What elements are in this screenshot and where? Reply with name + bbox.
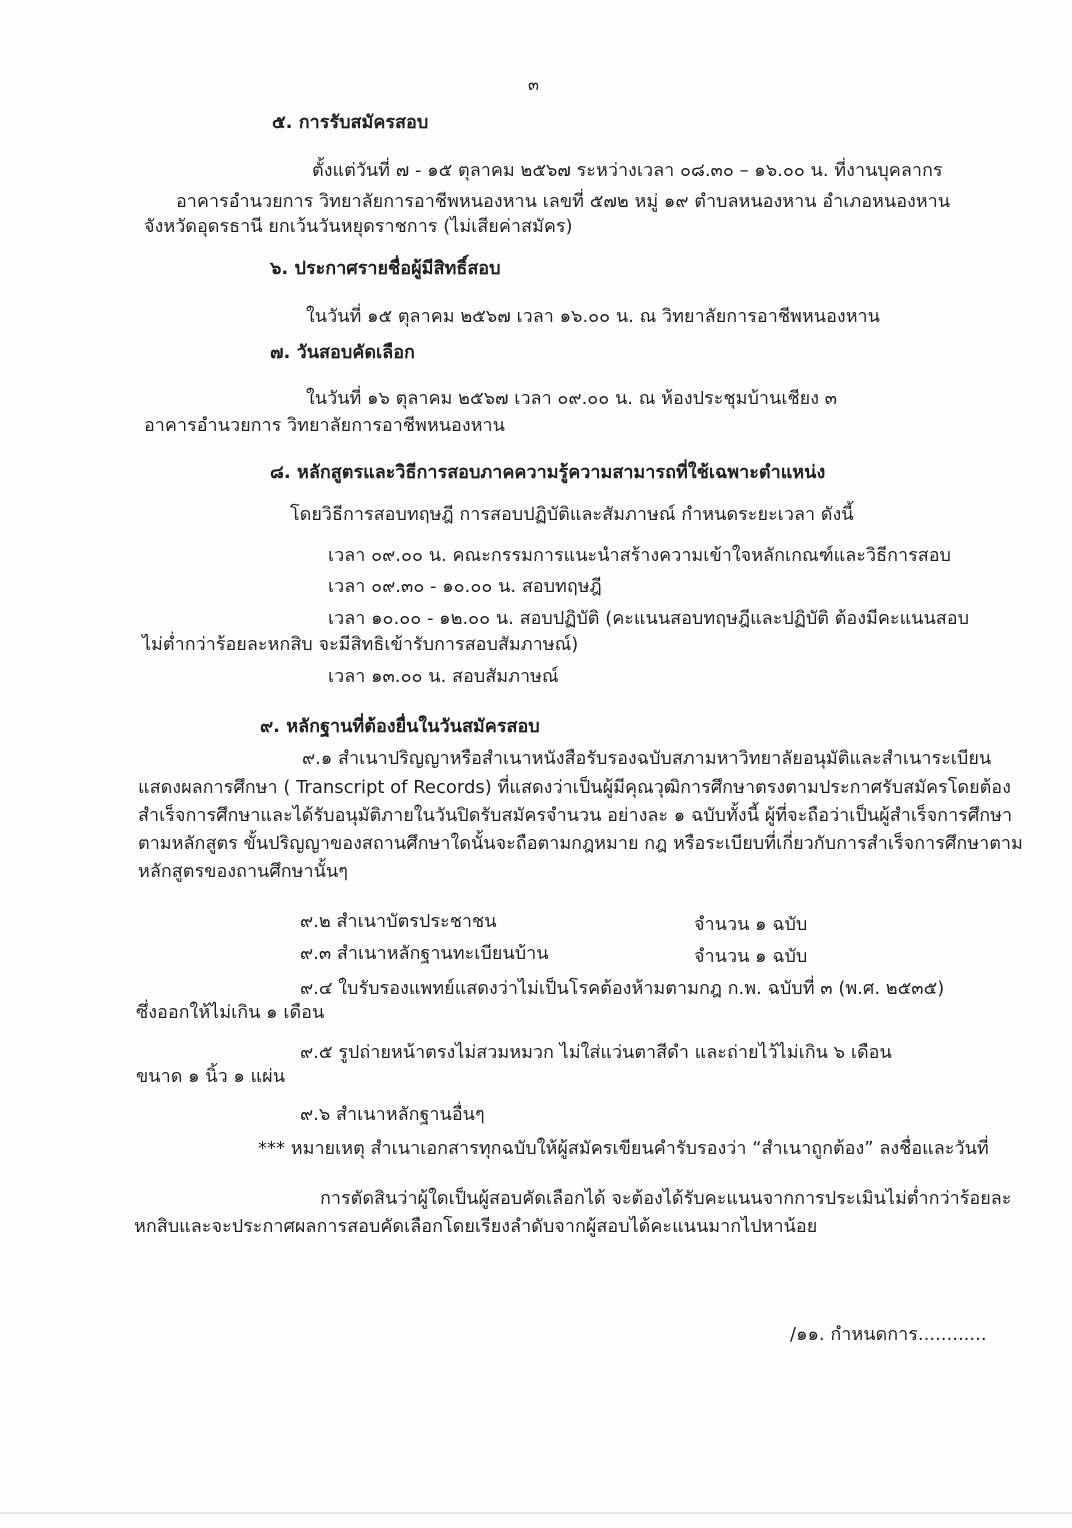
item-9-3-quantity: จำนวน ๑ ฉบับ [694, 946, 808, 967]
decision-line-1: การตัดสินว่าผู้ใดเป็นผู้สอบคัดเลือกได้ จะต้องได้รับคะแนนจากการประเมินไม่ต่ำกว่าร้อยละ [320, 1188, 1012, 1209]
item-9-1-line-1: ๙.๑ สำเนาปริญญาหรือสำเนาหนังสือรับรองฉบับสภามหาวิทยาลัยอนุมัติและสำเนาระเบียน [302, 748, 992, 769]
schedule-line-2: เวลา ๐๙.๓๐ - ๑๐.๐๐ น. สอบทฤษฎี [328, 576, 602, 597]
continuation-text: /๑๑. กำหนดการ............ [790, 1324, 987, 1345]
section-9-heading: ๙. หลักฐานที่ต้องยื่นในวันสมัครสอบ [260, 716, 540, 737]
note-line: *** หมายเหตุ สำเนาเอกสารทุกฉบับให้ผู้สมัครเขียนคำรับรองว่า “สำเนาถูกต้อง” ลงชื่อและวันที่ [258, 1138, 989, 1159]
page-number: ๓ [528, 75, 539, 94]
item-9-4-line-2: ซึ่งออกให้ไม่เกิน ๑ เดือน [136, 1002, 325, 1023]
schedule-line-3: เวลา ๑๐.๐๐ - ๑๒.๐๐ น. สอบปฏิบัติ (คะแนนสอบทฤษฎีและปฏิบัติ ต้องมีคะแนนสอบ [328, 608, 970, 629]
item-9-1-line-4: ตามหลักสูตร ขั้นปริญญาของสถานศึกษาใดนั้นจะถือตามกฎหมาย กฎ หรือระเบียบที่เกี่ยวกับการสำเร็จการศึกษาตาม [138, 833, 1023, 854]
item-9-4-line-1: ๙.๔ ใบรับรองแพทย์แสดงว่าไม่เป็นโรคต้องห้ามตามกฎ ก.พ. ฉบับที่ ๓ (พ.ศ. ๒๕๓๕) [300, 978, 945, 999]
decision-line-2: หกสิบและจะประกาศผลการสอบคัดเลือกโดยเรียงลำดับจากผู้สอบได้คะแนนมากไปหาน้อย [134, 1216, 818, 1237]
section-7-line-1: ในวันที่ ๑๖ ตุลาคม ๒๕๖๗ เวลา ๐๙.๐๐ น. ณ ห้องประชุมบ้านเชียง ๓ [306, 388, 838, 409]
section-6-line-1: ในวันที่ ๑๕ ตุลาคม ๒๕๖๗ เวลา ๑๖.๐๐ น. ณ วิทยาลัยการอาชีพหนองหาน [306, 306, 880, 327]
scan-edge-shadow [0, 1512, 1072, 1514]
section-8-heading: ๘. หลักสูตรและวิธีการสอบภาคความรู้ความสามารถที่ใช้เฉพาะตำแหน่ง [270, 462, 826, 483]
schedule-line-1: เวลา ๐๙.๐๐ น. คณะกรรมการแนะนำสร้างความเข้าใจหลักเกณฑ์และวิธีการสอบ [328, 545, 951, 566]
section-7-heading: ๗. วันสอบคัดเลือก [270, 342, 415, 363]
item-9-6: ๙.๖ สำเนาหลักฐานอื่นๆ [300, 1104, 485, 1125]
item-9-3: ๙.๓ สำเนาหลักฐานทะเบียนบ้าน [300, 943, 549, 964]
item-9-2-quantity: จำนวน ๑ ฉบับ [694, 914, 808, 935]
item-9-1-line-3: สำเร็จการศึกษาและได้รับอนุมัติภายในวันปิดรับสมัครจำนวน อย่างละ ๑ ฉบับทั้งนี้ ผู้ที่จะถือว่าเป็นผู้สำเร็จการศึกษา [138, 805, 1013, 826]
item-9-1-line-5: หลักสูตรของถานศึกษานั้นๆ [138, 861, 348, 882]
item-9-1-line-2: แสดงผลการศึกษา ( Transcript of Records) ที่แสดงว่าเป็นผู้มีคุณวุฒิการศึกษาตรงตามประกาศรับสมัครโดยต้อง [138, 777, 1011, 798]
section-8-intro: โดยวิธีการสอบทฤษฎี การสอบปฏิบัติและสัมภาษณ์ กำหนดระยะเวลา ดังนี้ [290, 504, 854, 525]
section-6-heading: ๖. ประกาศรายชื่อผู้มีสิทธิ์สอบ [270, 258, 501, 279]
item-9-5-line-1: ๙.๕ รูปถ่ายหน้าตรงไม่สวมหมวก ไม่ใส่แว่นตาสีดำ และถ่ายไว้ไม่เกิน ๖ เดือน [300, 1042, 892, 1063]
section-5-line-3: จังหวัดอุดรธานี ยกเว้นวันหยุดราชการ (ไม่เสียค่าสมัคร) [144, 216, 573, 237]
section-5-line-1: ตั้งแต่วันที่ ๗ - ๑๕ ตุลาคม ๒๕๖๗ ระหว่างเวลา ๐๘.๓๐ – ๑๖.๐๐ น. ที่งานบุคลากร [312, 160, 943, 181]
item-9-5-line-2: ขนาด ๑ นิ้ว ๑ แผ่น [136, 1066, 286, 1087]
item-9-2: ๙.๒ สำเนาบัตรประชาชน [300, 911, 497, 932]
section-5-heading: ๕. การรับสมัครสอบ [272, 112, 429, 133]
section-5-line-2: อาคารอำนวยการ วิทยาลัยการอาชีพหนองหาน เลขที่ ๕๗๒ หมู่ ๑๙ ตำบลหนองหาน อำเภอหนองหาน [176, 191, 951, 212]
schedule-line-3-continued: ไม่ต่ำกว่าร้อยละหกสิบ จะมีสิทธิเข้ารับการสอบสัมภาษณ์) [142, 634, 579, 655]
section-7-line-2: อาคารอำนวยการ วิทยาลัยการอาชีพหนองหาน [144, 415, 505, 436]
schedule-line-4: เวลา ๑๓.๐๐ น. สอบสัมภาษณ์ [328, 666, 559, 687]
